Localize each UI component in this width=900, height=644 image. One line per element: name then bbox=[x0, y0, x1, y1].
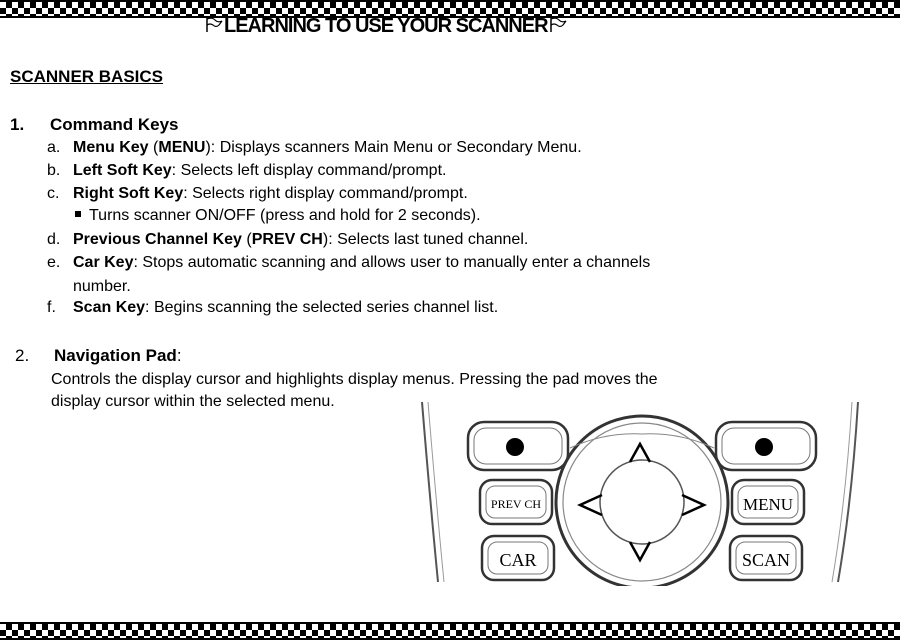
key-item-car bbox=[47, 254, 650, 272]
menu-label: MENU bbox=[742, 495, 794, 514]
page-title-text: LEARNING TO USE YOUR SCANNER bbox=[224, 15, 548, 37]
navigation-desc-line1: Controls the display cursor and highlights display menus. Pressing the pad moves the bbox=[51, 371, 658, 388]
left-soft-key-dot bbox=[506, 438, 524, 456]
flag-icon bbox=[548, 17, 568, 33]
heading-colon: : bbox=[176, 346, 182, 365]
key-paren: ( bbox=[148, 139, 159, 156]
key-name: Left Soft Key bbox=[73, 162, 172, 179]
item-letter: a. bbox=[47, 139, 61, 156]
bottom-checker-border bbox=[0, 622, 900, 640]
key-item-right-soft bbox=[47, 185, 468, 203]
car-label: CAR bbox=[499, 550, 537, 570]
key-paren: ) bbox=[322, 231, 329, 248]
navigation-pad bbox=[556, 416, 728, 586]
key-name: Right Soft Key bbox=[73, 185, 184, 202]
key-item-scan bbox=[47, 299, 498, 317]
key-name: Menu Key bbox=[73, 139, 149, 156]
key-name: Car Key bbox=[73, 254, 134, 271]
key-item-left-soft bbox=[47, 162, 446, 180]
key-abbr: PREV CH bbox=[251, 231, 323, 248]
key-desc: : Stops automatic scanning and allows user to manually enter a channels bbox=[133, 254, 651, 271]
key-item-menu bbox=[47, 139, 582, 157]
sub-bullet-power bbox=[75, 207, 481, 225]
item-letter: e. bbox=[47, 254, 61, 271]
item-number: 1. bbox=[10, 115, 25, 134]
key-name: Scan Key bbox=[73, 299, 146, 316]
key-item-prev-ch bbox=[47, 231, 528, 249]
item-letter: f. bbox=[47, 299, 56, 316]
right-soft-key bbox=[716, 422, 816, 470]
scan-key bbox=[730, 536, 802, 580]
key-desc: : Selects left display command/prompt. bbox=[171, 162, 447, 179]
page-title bbox=[204, 15, 568, 38]
key-paren: ) bbox=[205, 139, 211, 156]
key-desc: : Begins scanning the selected series channel list. bbox=[145, 299, 499, 316]
car-key bbox=[482, 536, 554, 580]
key-paren: ( bbox=[241, 231, 252, 248]
command-keys-heading bbox=[10, 115, 178, 135]
square-bullet-icon bbox=[75, 211, 81, 217]
key-name: Previous Channel Key bbox=[73, 231, 242, 248]
key-abbr: MENU bbox=[158, 139, 206, 156]
key-desc: : Selects right display command/prompt. bbox=[183, 185, 468, 202]
item-number: 2. bbox=[15, 346, 30, 365]
menu-key bbox=[732, 480, 804, 524]
item-heading: Command Keys bbox=[50, 115, 179, 134]
navigation-heading bbox=[15, 346, 182, 366]
item-heading: Navigation Pad bbox=[54, 346, 177, 365]
prev-ch-label: PREV CH bbox=[490, 497, 542, 511]
prev-ch-key bbox=[480, 480, 552, 524]
section-title: SCANNER BASICS bbox=[10, 67, 164, 86]
navigation-desc-line2: display cursor within the selected menu. bbox=[51, 393, 335, 410]
keypad-illustration bbox=[420, 400, 860, 586]
device-right-edge bbox=[838, 402, 858, 582]
right-soft-key-dot bbox=[755, 438, 773, 456]
item-letter: b. bbox=[47, 162, 61, 179]
key-desc: : Selects last tuned channel. bbox=[328, 231, 529, 248]
flag-icon bbox=[204, 17, 224, 33]
key-desc: : Displays scanners Main Menu or Secondary Menu. bbox=[210, 139, 582, 156]
scan-label: SCAN bbox=[741, 550, 791, 570]
item-letter: c. bbox=[47, 185, 60, 202]
key-item-car-cont: number. bbox=[73, 278, 131, 295]
left-soft-key bbox=[468, 422, 568, 470]
item-letter: d. bbox=[47, 231, 61, 248]
sub-bullet-text: Turns scanner ON/OFF (press and hold for 2 seconds). bbox=[89, 207, 481, 224]
